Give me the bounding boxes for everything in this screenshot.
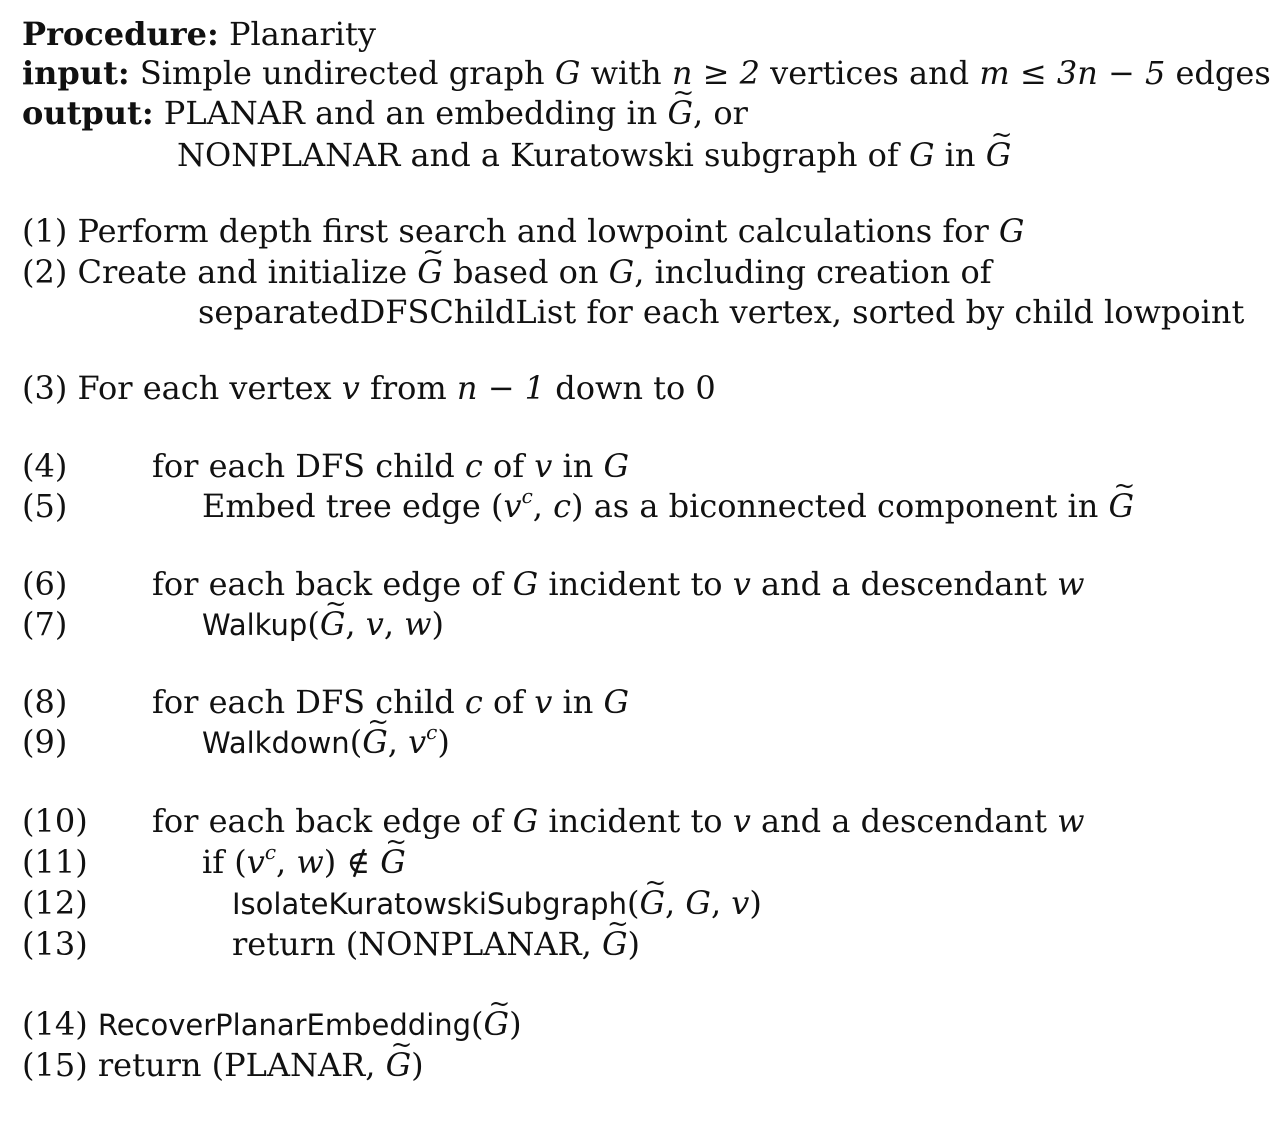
step-text: ) as a biconnected component in xyxy=(571,487,1099,525)
math-v: v xyxy=(246,843,265,881)
step-12: (12) IsolateKuratowskiSubgraph(~ G, G, v) xyxy=(22,883,88,923)
step-number: (10) xyxy=(22,802,88,840)
step-number: (9) xyxy=(22,723,68,761)
math-v: v xyxy=(503,487,522,525)
function-isolate-kuratowski-subgraph: IsolateKuratowskiSubgraph xyxy=(232,887,627,921)
math-G-tilde: ~ G xyxy=(320,604,346,644)
step-9: (9) Walkdown(~ G, $v^c$) xyxy=(22,722,67,762)
step-3 xyxy=(22,368,716,408)
input-label: input: xyxy=(22,54,130,92)
math-w: w xyxy=(296,843,324,881)
step-14: (14) RecoverPlanarEmbedding(~ G) xyxy=(22,1004,522,1044)
math-superscript-c: c xyxy=(521,484,533,508)
step-text: if ( xyxy=(202,843,247,881)
math-v: v xyxy=(732,565,751,603)
function-walkup: Walkup xyxy=(202,608,308,642)
output-text: in xyxy=(944,136,976,174)
math-G: G xyxy=(608,253,635,291)
math-v: v xyxy=(731,884,750,922)
step-text: for each back edge of xyxy=(152,565,503,603)
step-6 xyxy=(22,564,1085,604)
step-number: (8) xyxy=(22,683,68,721)
math-G-tilde: ~ G xyxy=(1109,486,1135,526)
step-number: (13) xyxy=(22,925,88,963)
math-G: G xyxy=(603,447,630,485)
step-text: return (PLANAR, xyxy=(97,1046,376,1084)
step-7: (7) Walkup(~ G, v, w) xyxy=(22,604,67,644)
step-text: Perform depth first search and lowpoint calculations for xyxy=(77,212,989,250)
function-walkdown: Walkdown xyxy=(202,726,350,760)
output-label: output: xyxy=(22,94,154,132)
procedure-label: Procedure: xyxy=(22,15,219,53)
math-G: G xyxy=(603,683,630,721)
procedure-header xyxy=(22,14,376,54)
step-10 xyxy=(22,801,1085,841)
step-number: (5) xyxy=(22,487,68,525)
step-8 xyxy=(22,682,630,722)
math-G-tilde: ~ G xyxy=(417,252,443,292)
output-line-1 xyxy=(22,93,748,133)
math-c: c xyxy=(553,487,572,525)
step-number: (3) xyxy=(22,369,68,407)
math-v: v xyxy=(732,802,751,840)
math-superscript-c: c xyxy=(264,840,277,864)
step-text: from xyxy=(369,369,447,407)
math-w: w xyxy=(1057,565,1085,603)
math-G-tilde: ~ G xyxy=(380,842,406,882)
step-text: For each vertex xyxy=(77,369,332,407)
step-text: of xyxy=(493,447,525,485)
step-text: for each DFS child xyxy=(152,683,455,721)
step-text: in xyxy=(562,447,594,485)
step-5: (5) Embed tree edge ($v^c$, c) as a biconnected component in ~ G xyxy=(22,486,67,526)
step-number: (14) xyxy=(22,1005,88,1043)
procedure-name: Planarity xyxy=(228,15,376,53)
math-G-tilde: ~ G xyxy=(386,1045,412,1085)
math-condition-n: n ≥ 2 xyxy=(671,54,760,92)
input-text: edges xyxy=(1175,54,1271,92)
step-number: (15) xyxy=(22,1046,88,1084)
step-text: and a descendant xyxy=(760,802,1047,840)
step-text: separatedDFSChildList for each vertex, sorted by child lowpoint xyxy=(198,293,1245,331)
math-G: G xyxy=(512,802,539,840)
output-text: PLANAR and an embedding in xyxy=(163,94,658,132)
step-text: for each back edge of xyxy=(152,802,503,840)
step-text: down to 0 xyxy=(555,369,716,407)
step-text: in xyxy=(562,683,594,721)
step-4 xyxy=(22,446,630,486)
step-text: incident to xyxy=(548,802,723,840)
math-G-tilde: ~ G xyxy=(639,883,665,923)
step-number: (12) xyxy=(22,884,88,922)
math-n-minus-1: n − 1 xyxy=(456,369,546,407)
step-text: Create and initialize xyxy=(77,253,408,291)
input-text: Simple undirected graph xyxy=(139,54,545,92)
math-G-tilde: ~ G xyxy=(484,1004,510,1044)
math-v: v xyxy=(534,447,553,485)
math-w: w xyxy=(1057,802,1085,840)
math-w: w xyxy=(404,605,432,643)
math-v: v xyxy=(408,723,427,761)
step-13: (13) return (NONPLANAR, ~ G) xyxy=(22,924,88,964)
step-15: (15) return (PLANAR, ~ G) xyxy=(22,1045,424,1085)
function-recover-planar-embedding: RecoverPlanarEmbedding xyxy=(97,1008,472,1042)
math-v: v xyxy=(341,369,360,407)
math-c: c xyxy=(464,683,483,721)
step-number: (11) xyxy=(22,843,88,881)
step-text: return (NONPLANAR, xyxy=(232,925,592,963)
math-G-tilde: ~ G xyxy=(362,722,388,762)
math-condition-m: m ≤ 3n − 5 xyxy=(979,54,1166,92)
math-G: G xyxy=(512,565,539,603)
math-G: G xyxy=(685,884,711,922)
step-text: of xyxy=(493,683,525,721)
step-2 xyxy=(22,252,992,292)
step-number: (1) xyxy=(22,212,68,250)
math-not-in: ∉ xyxy=(346,843,371,881)
step-text: and a descendant xyxy=(760,565,1047,603)
step-text: based on xyxy=(453,253,599,291)
step-number: (4) xyxy=(22,447,68,485)
step-number: (6) xyxy=(22,565,68,603)
step-text: for each DFS child xyxy=(152,447,455,485)
input-line xyxy=(22,53,1271,93)
math-G-tilde: ~ G xyxy=(667,93,693,133)
math-v: v xyxy=(534,683,553,721)
output-text: , or xyxy=(693,94,748,132)
math-superscript-c: c xyxy=(426,720,438,744)
step-text: Embed tree edge ( xyxy=(202,487,504,525)
step-number: (2) xyxy=(22,253,68,291)
step-text: , including creation of xyxy=(634,253,992,291)
input-text: vertices and xyxy=(770,54,970,92)
step-number: (7) xyxy=(22,605,68,643)
output-text: NONPLANAR and a Kuratowski subgraph of xyxy=(177,136,899,174)
math-G: G xyxy=(908,136,935,174)
step-text: incident to xyxy=(548,565,723,603)
step-1 xyxy=(22,211,1024,251)
math-G-tilde: ~ G xyxy=(602,924,628,964)
math-G: G xyxy=(554,54,581,92)
math-c: c xyxy=(464,447,483,485)
input-text: with xyxy=(590,54,662,92)
math-G-tilde: ~ G xyxy=(986,135,1012,175)
math-v: v xyxy=(365,605,384,643)
step-11: (11) if ($v^c$, w) ∉ ~ G xyxy=(22,842,88,882)
math-G: G xyxy=(998,212,1025,250)
